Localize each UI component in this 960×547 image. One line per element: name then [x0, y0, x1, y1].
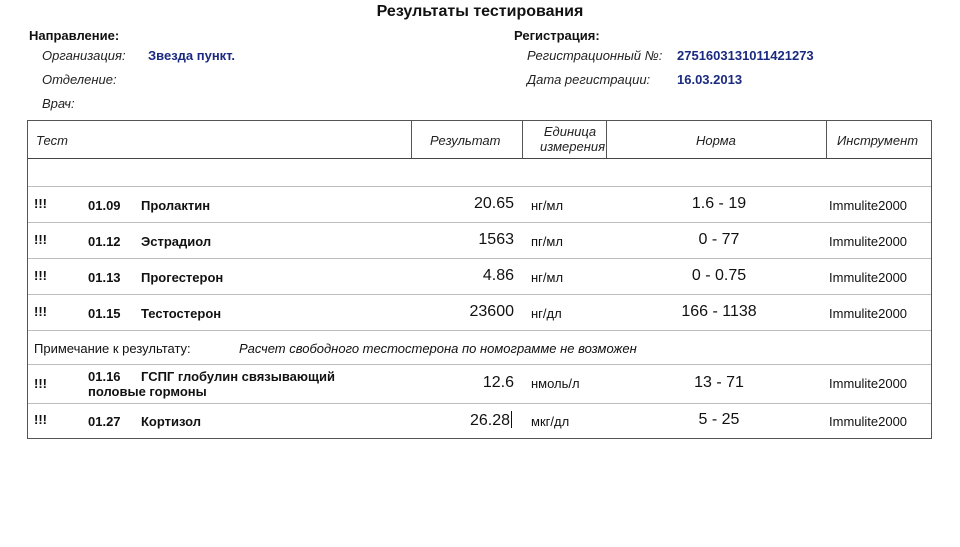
table-row [28, 187, 931, 222]
test-norm: 166 - 1138 [681, 303, 757, 320]
test-result: 12.6 [482, 374, 514, 391]
header-instrument: Инструмент [837, 133, 919, 148]
test-code: 01.13 [88, 270, 121, 285]
test-norm: 0 - 77 [698, 231, 740, 248]
test-code: 01.12 [88, 234, 121, 249]
test-norm: 1.6 - 19 [691, 195, 747, 212]
test-result: 23600 [469, 303, 514, 320]
test-instrument: Immulite2000 [829, 198, 908, 213]
test-unit: нг/мл [531, 198, 564, 213]
flag-mark: !!! [34, 376, 47, 391]
test-name: Эстрадиол [141, 234, 212, 249]
test-unit: нмоль/л [531, 376, 580, 391]
note-text: Расчет свободного тестостерона по номограмме не возможен [239, 341, 637, 356]
test-norm: 5 - 25 [698, 411, 740, 428]
test-result: 1563 [478, 231, 514, 248]
direction-heading: Направление: [29, 28, 120, 43]
test-name: Прогестерон [141, 270, 224, 285]
page-title: Результаты тестирования [376, 3, 584, 20]
header-norm: Норма [696, 133, 736, 148]
test-name-continuation: половые гормоны [88, 384, 207, 399]
test-name: Пролактин [141, 198, 211, 213]
table-row [28, 259, 931, 294]
test-code: 01.27 [88, 414, 121, 429]
test-norm: 13 - 71 [694, 374, 744, 391]
test-norm: 0 - 0.75 [691, 267, 747, 284]
flag-mark: !!! [34, 196, 47, 211]
table-row [28, 223, 931, 258]
header-result: Результат [430, 133, 501, 148]
test-instrument: Immulite2000 [829, 234, 908, 249]
registration-number-label: Регистрационный №: [527, 48, 663, 63]
test-instrument: Immulite2000 [829, 414, 908, 429]
test-code: 01.16 [88, 369, 121, 384]
test-instrument: Immulite2000 [829, 306, 908, 321]
results-table [27, 120, 932, 439]
text-cursor [511, 411, 512, 428]
result-note [28, 331, 931, 364]
doctor-label: Врач: [42, 96, 75, 111]
note-label: Примечание к результату: [34, 341, 191, 356]
test-result-field[interactable] [382, 411, 512, 430]
table-row [28, 404, 931, 438]
test-code: 01.15 [88, 306, 121, 321]
flag-mark: !!! [34, 304, 47, 319]
flag-mark: !!! [34, 412, 47, 427]
organization-value: Звезда пункт. [148, 48, 236, 63]
registration-date-value: 16.03.2013 [677, 72, 743, 87]
test-result: 4.86 [482, 267, 514, 284]
test-unit: пг/мл [531, 234, 563, 249]
table-row [28, 295, 931, 330]
test-result: 20.65 [473, 195, 514, 212]
registration-number-value: 2751603131011421273 [677, 48, 814, 63]
test-instrument: Immulite2000 [829, 376, 908, 391]
header-divider [606, 121, 607, 158]
test-result[interactable]: 26.28 [469, 412, 510, 429]
department-label: Отделение: [42, 72, 117, 87]
registration-heading: Регистрация: [514, 28, 600, 43]
test-unit: нг/дл [531, 306, 562, 321]
header-divider [411, 121, 412, 158]
header-divider [522, 121, 523, 158]
table-row [28, 365, 931, 403]
header-test: Тест [36, 133, 68, 148]
header-divider [826, 121, 827, 158]
header-unit-line1: Единица [543, 124, 597, 139]
test-unit: мкг/дл [531, 414, 570, 429]
test-name: Тестостерон [141, 306, 222, 321]
flag-mark: !!! [34, 268, 47, 283]
test-code: 01.09 [88, 198, 121, 213]
header-unit-line2: измерения [540, 139, 606, 154]
flag-mark: !!! [34, 232, 47, 247]
header-unit [540, 124, 606, 154]
test-name: Кортизол [141, 414, 202, 429]
test-unit: нг/мл [531, 270, 564, 285]
test-name: ГСПГ глобулин связывающий [141, 369, 335, 384]
registration-date-label: Дата регистрации: [527, 72, 651, 87]
header-bottom-border [28, 158, 931, 159]
test-instrument: Immulite2000 [829, 270, 908, 285]
organization-label: Организация: [42, 48, 126, 63]
